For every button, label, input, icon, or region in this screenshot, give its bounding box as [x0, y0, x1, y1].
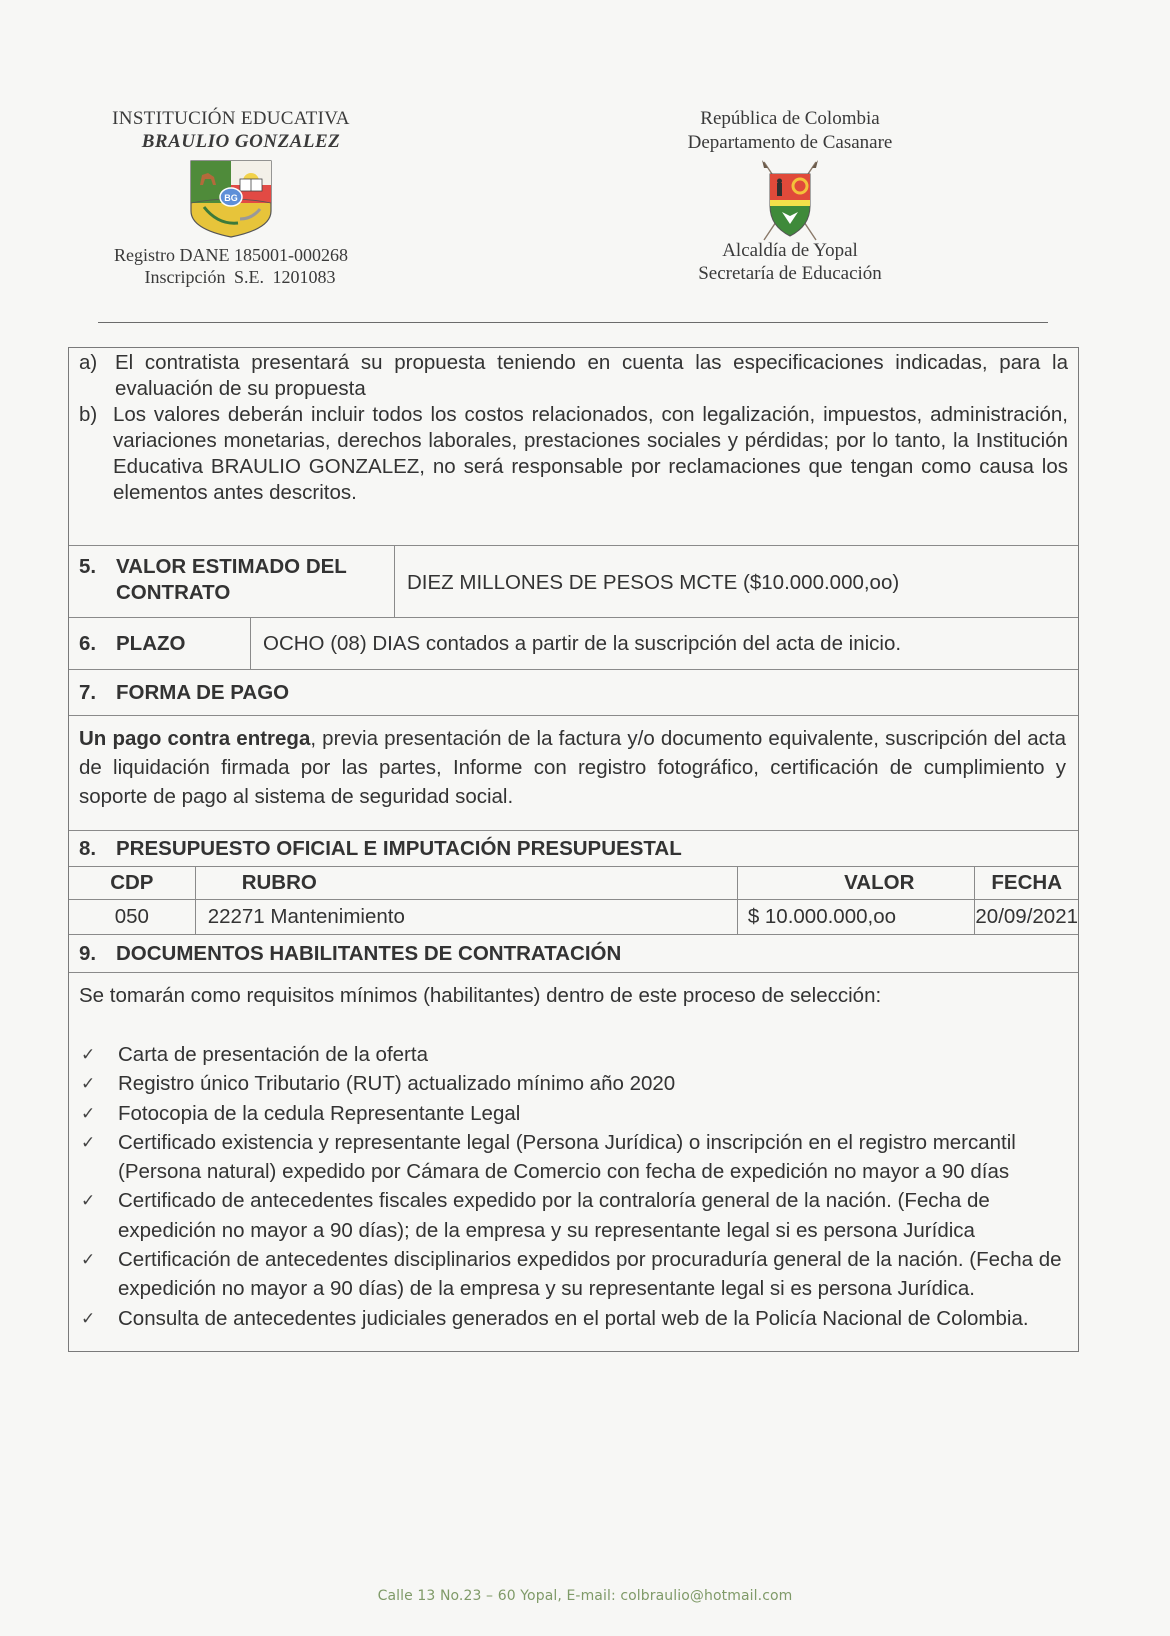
budget-table-header	[69, 867, 1078, 900]
section-documentos-heading	[69, 935, 1078, 973]
list-item-text: Certificación de antecedentes disciplinarios expedidos por procuraduría general de la nación. (Fecha de expedición no mayor a 90 días) de la empresa y su representante legal si es persona Jurídica.	[118, 1248, 1062, 1301]
checkmark-icon: ✓	[81, 1074, 96, 1094]
section-presupuesto-heading	[69, 831, 1078, 867]
column-header-cdp: CDP	[69, 867, 195, 900]
department-name: Departamento de Casanare	[687, 132, 893, 153]
section-title: PLAZO	[116, 631, 186, 655]
section-plazo	[69, 618, 1078, 670]
school-coat-of-arms-icon	[188, 159, 274, 239]
list-item-text: Certificado existencia y representante legal (Persona Jurídica) o inscripción en el registro mercantil (Persona natural) expedido por Cámara de Comercio con fecha de expedición no mayor a 90 días	[118, 1130, 1016, 1184]
section-title: PRESUPUESTO OFICIAL E IMPUTACIÓN PRESUPUESTAL	[116, 836, 682, 860]
header-divider	[98, 322, 1048, 323]
section-number: 8.	[79, 836, 97, 860]
contract-value: DIEZ MILLONES DE PESOS MCTE ($10.000.000,oo)	[407, 570, 900, 594]
rubro-cell: 22271 Mantenimiento	[195, 900, 737, 935]
checkmark-icon: ✓	[81, 1250, 96, 1270]
institution-header	[96, 108, 366, 288]
section-title-line1: VALOR ESTIMADO DEL	[116, 555, 347, 578]
checkmark-icon: ✓	[81, 1308, 96, 1328]
list-item-text: Fotocopia de la cedula Representante Legal	[118, 1101, 521, 1125]
section-5-heading	[69, 546, 395, 617]
valor-cell: $ 10.000.000,oo	[737, 900, 975, 935]
list-item	[79, 1040, 1064, 1069]
clause-a	[79, 348, 1068, 402]
requirements-intro: Se tomarán como requisitos mínimos (habilitantes) dentro de este proceso de selección:	[79, 984, 882, 1007]
payment-terms-rest: , previa presentación de la factura y/o documento equivalente, suscripción del acta de liquidación firmada por las partes, Informe con registro fotográfico, certificación de cumplimiento y soporte de pago al sistema de seguridad social.	[79, 727, 1066, 808]
list-item	[79, 1128, 1064, 1187]
section-6-heading	[69, 618, 251, 669]
list-item-text: Certificado de antecedentes fiscales expedido por la contraloría general de la nación. (Fecha de expedición no mayor a 90 días); de la empresa y su representante legal si es persona Jurídica	[118, 1189, 990, 1242]
list-item	[79, 1245, 1064, 1304]
budget-table-wrapper	[69, 867, 1078, 935]
section-number: 7.	[79, 680, 97, 704]
education-secretariat: Secretaría de Educación	[698, 263, 882, 284]
clause-text: El contratista presentará su propuesta teniendo en cuenta las especificaciones indicadas, para la evaluación de su propuesta	[115, 351, 1068, 400]
institution-name: BRAULIO GONZALEZ	[141, 131, 341, 152]
government-header	[655, 108, 925, 285]
institution-type: INSTITUCIÓN EDUCATIVA	[112, 108, 350, 129]
checkmark-icon: ✓	[81, 1132, 96, 1152]
section-number: 5.	[79, 555, 97, 578]
checkmark-icon: ✓	[81, 1103, 96, 1123]
section-title-line2: CONTRATO	[116, 581, 231, 604]
list-item-text: Carta de presentación de la oferta	[118, 1043, 428, 1066]
payment-terms-emphasis: Un pago contra entrega	[79, 727, 311, 750]
section-number: 9.	[79, 941, 97, 965]
clause-marker: a)	[79, 351, 98, 374]
fecha-cell: 20/09/2021	[975, 905, 1078, 928]
budget-table	[69, 867, 1078, 934]
term-value: OCHO (08) DIAS contados a partir de la suscripción del acta de inicio.	[263, 631, 902, 655]
section-title: FORMA DE PAGO	[116, 680, 290, 704]
requirements-list	[79, 1040, 1064, 1333]
checkmark-icon: ✓	[81, 1191, 96, 1211]
section-title: DOCUMENTOS HABILITANTES DE CONTRATACIÓN	[116, 941, 622, 965]
list-item	[79, 1304, 1064, 1333]
column-header-rubro: RUBRO	[195, 867, 737, 900]
payment-terms-text	[79, 724, 1066, 811]
column-header-valor: VALOR	[737, 867, 975, 900]
list-item-text: Registro único Tributario (RUT) actualizado mínimo año 2020	[118, 1072, 676, 1096]
municipality-office: Alcaldía de Yopal	[722, 240, 858, 261]
section-valor-estimado	[69, 546, 1078, 618]
section-number: 6.	[79, 631, 97, 655]
clause-text: Los valores deberán incluir todos los costos relacionados, con legalización, impuestos, administración, variaciones monetarias, derechos laborales, prestaciones sociales y pérdidas; por lo tanto, la Institución Educativa BRAULIO GONZALEZ, no será responsable por reclamaciones que tengan como causa los elementos antes descritos.	[113, 403, 1068, 504]
clause-b	[79, 402, 1068, 506]
proposal-clauses	[69, 348, 1078, 546]
cdp-cell: 050	[69, 900, 195, 935]
svg-text:BG: BG	[224, 193, 238, 203]
registro-dane: Registro DANE 185001-000268	[114, 245, 348, 265]
payment-terms	[69, 716, 1078, 831]
contract-conditions-table	[68, 347, 1079, 1352]
list-item	[79, 1069, 1064, 1098]
footer-contact: Calle 13 No.23 – 60 Yopal, E-mail: colbraulio@hotmail.com	[377, 1588, 793, 1604]
list-item-text: Consulta de antecedentes judiciales generados en el portal web de la Policía Nacional de Colombia.	[118, 1306, 1029, 1330]
list-item	[79, 1099, 1064, 1128]
clause-marker: b)	[79, 403, 98, 426]
yopal-coat-of-arms-icon	[750, 156, 830, 246]
inscripcion-se: Inscripción S.E. 1201083	[144, 267, 336, 287]
checkmark-icon: ✓	[81, 1045, 96, 1064]
section-forma-de-pago-heading	[69, 670, 1078, 716]
required-documents	[69, 973, 1078, 1351]
list-item	[79, 1186, 1064, 1245]
table-row	[69, 900, 1078, 935]
column-header-fecha: FECHA	[975, 867, 1078, 900]
country-name: República de Colombia	[700, 108, 880, 129]
